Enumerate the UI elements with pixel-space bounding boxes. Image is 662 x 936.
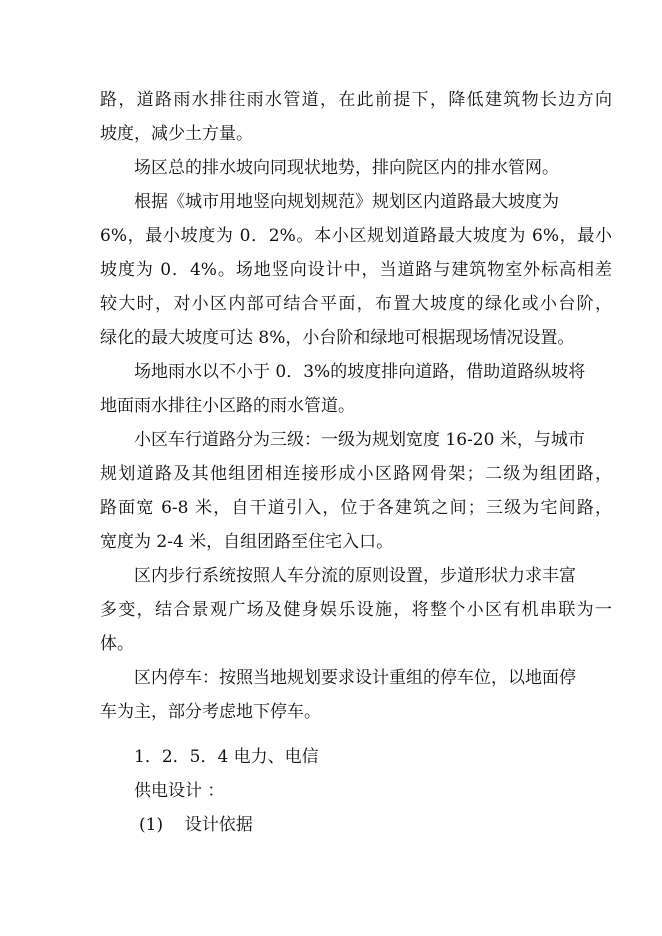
- paragraph-line: 场区总的排水坡向同现状地势，排向院区内的排水管网。: [134, 158, 559, 178]
- paragraph-line: 区内停车：按照当地规划要求设计重组的停车位，以地面停: [134, 668, 576, 688]
- paragraph-line: 宽度为 2-4 米，自组团路至住宅入口。: [100, 532, 394, 552]
- section-heading: 1．2．5．4 电力、电信: [134, 747, 319, 767]
- paragraph-line: 坡度为 0．4%。场地竖向设计中，当道路与建筑物室外标高相差: [100, 260, 612, 280]
- paragraph-line: 较大时，对小区内部可结合平面，布置大坡度的绿化或小台阶，: [100, 294, 612, 314]
- paragraph-line: 车为主，部分考虑地下停车。: [100, 702, 321, 722]
- paragraph-line: 绿化的最大坡度可达 8%，小台阶和绿地可根据现场情况设置。: [100, 328, 575, 348]
- subheading: 供电设计 ：: [134, 781, 225, 801]
- list-item: (1) 设计依据: [139, 815, 253, 835]
- paragraph-line: 路面宽 6-8 米，自干道引入，位于各建筑之间；三级为宅间路，: [100, 498, 612, 518]
- paragraph-line: 坡度，减少土方量。: [100, 124, 253, 144]
- paragraph-line: 路，道路雨水排往雨水管道，在此前提下，降低建筑物长边方向: [100, 90, 612, 110]
- paragraph-line: 地面雨水排往小区路的雨水管道。: [100, 396, 355, 416]
- paragraph-line: 多变，结合景观广场及健身娱乐设施，将整个小区有机串联为一: [100, 600, 612, 620]
- paragraph-line: 6%，最小坡度为 0．2%。本小区规划道路最大坡度为 6%，最小: [100, 226, 612, 246]
- paragraph-line: 小区车行道路分为三级：一级为规划宽度 16-20 米，与城市: [134, 430, 585, 450]
- paragraph-line: 区内步行系统按照人车分流的原则设置，步道形状力求丰富: [134, 566, 576, 586]
- paragraph-line: 根据《城市用地竖向规划规范》规划区内道路最大坡度为: [134, 192, 559, 212]
- paragraph-line: 场地雨水以不小于 0．3%的坡度排向道路，借助道路纵坡将: [134, 362, 586, 382]
- paragraph-line: 体。: [100, 634, 134, 654]
- paragraph-line: 规划道路及其他组团相连接形成小区路网骨架；二级为组团路，: [100, 464, 612, 484]
